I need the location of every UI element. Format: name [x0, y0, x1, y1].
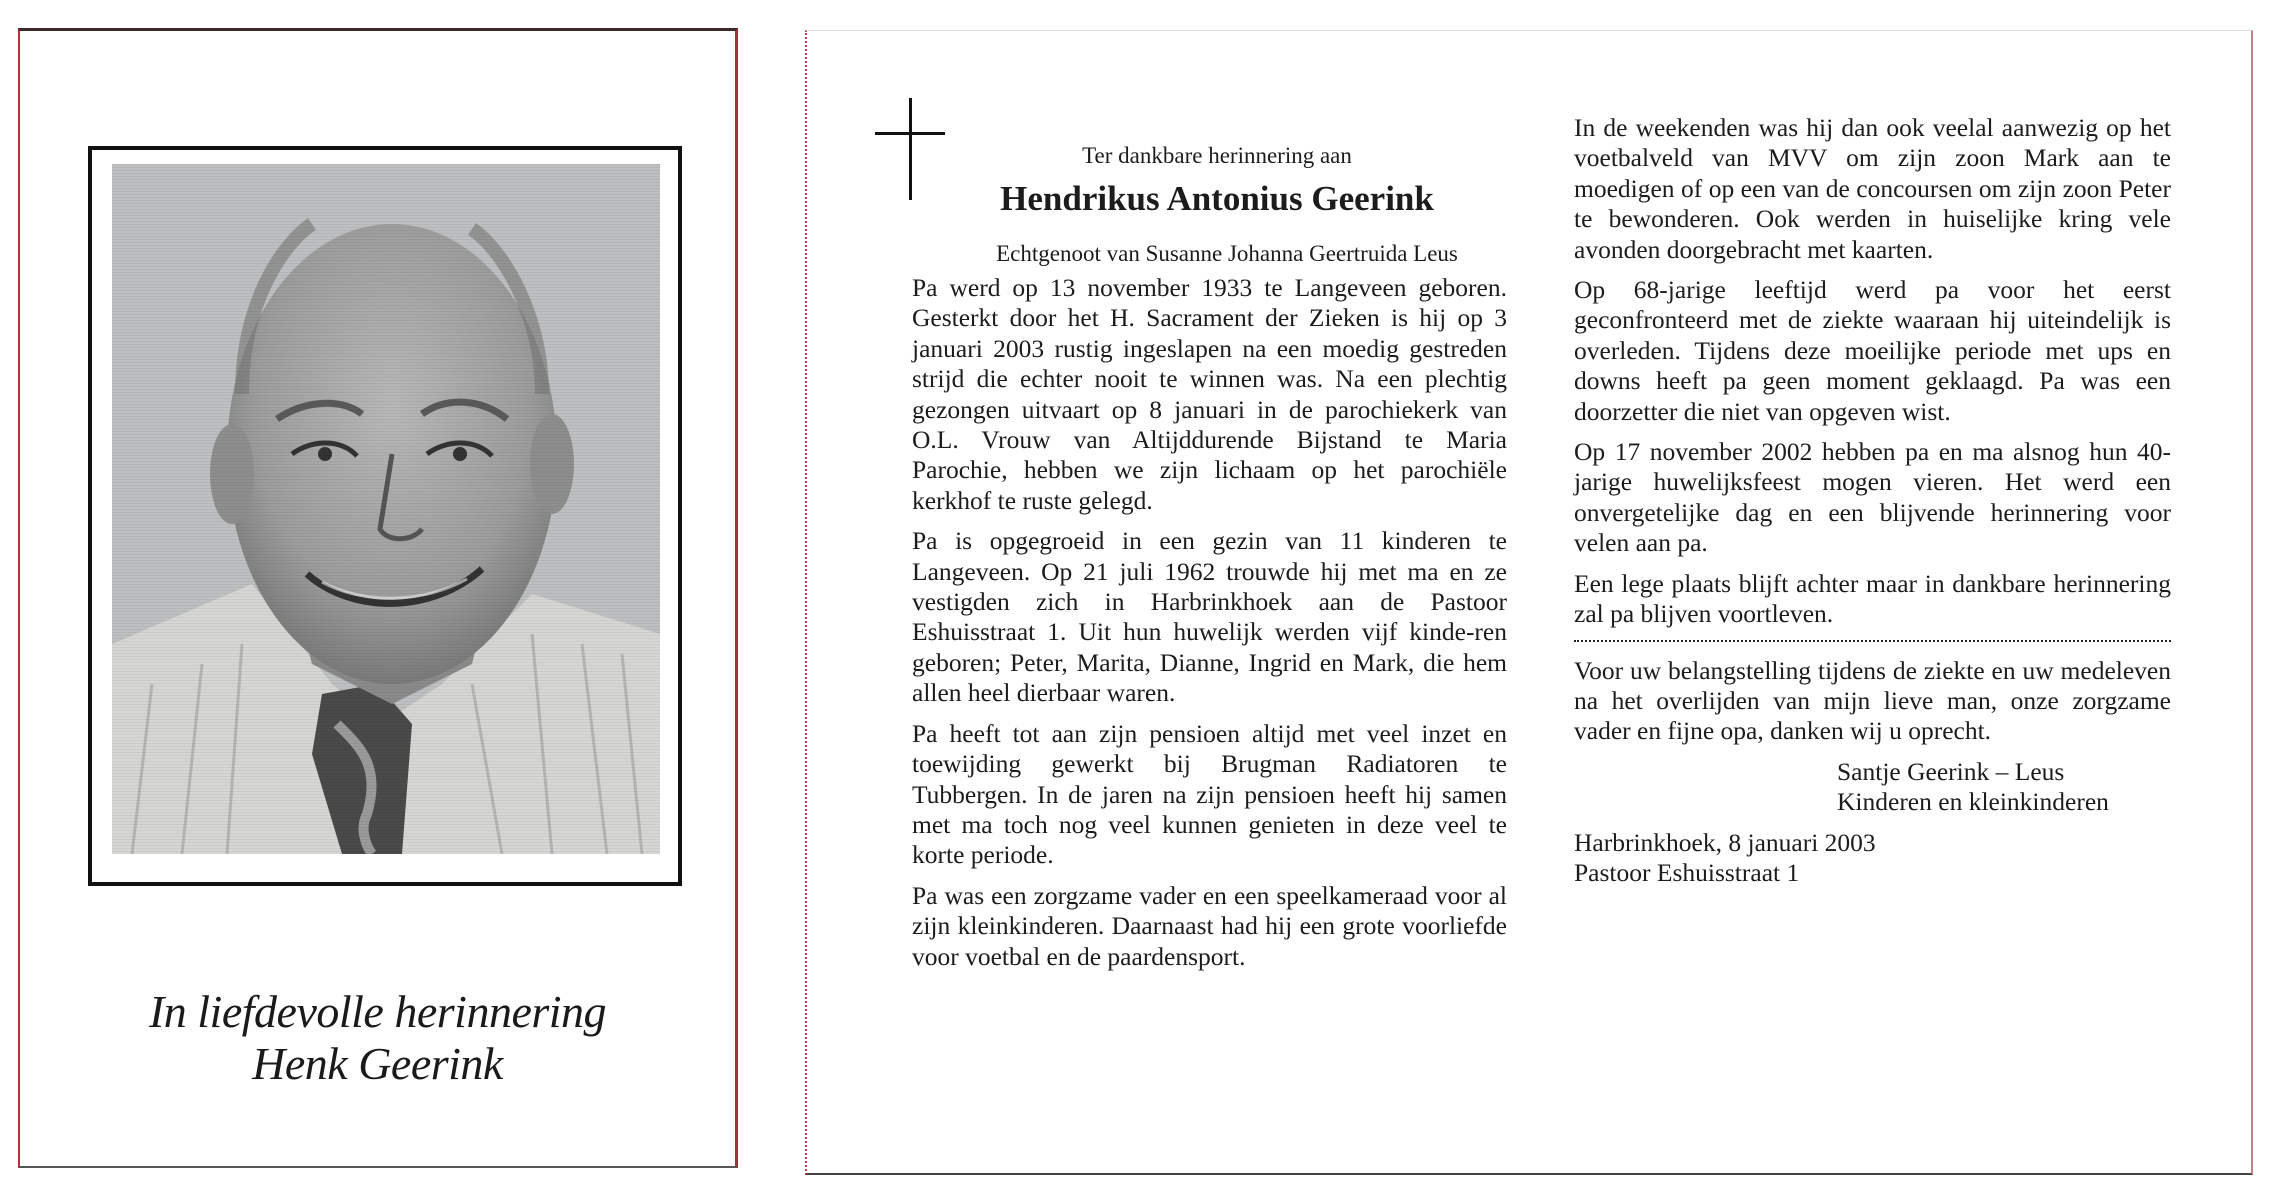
address: Pastoor Eshuisstraat 1 [1574, 857, 1800, 887]
caption-line-2: Henk Geerink [252, 1038, 503, 1089]
paragraph: In de weekenden was hij dan ook veelal aanwezig op het voetbalveld van MVV om zijn zoon Mark aan te moedigen of op een van de concoursen om zijn zoon Peter te bewonderen. Ook werden in huiselijke kring vele avonden doorgebracht met kaarten. [1574, 113, 2171, 264]
intro-line: Ter dankbare herinnering aan [1082, 143, 1352, 168]
photo-frame [88, 146, 682, 886]
portrait-photo [112, 164, 660, 854]
paragraph: Pa is opgegroeid in een gezin van 11 kinderen te Langeveen. Op 21 juli 1962 trouwde hij met ma en ze vestigden zich in Harbrinkhoek aan de Pastoor Eshuisstraat 1. Uit hun huwelijk werden vijf kinde-ren geboren; Peter, Marita, Dianne, Ingrid en Mark, die hem allen heel dierbaar waren. [912, 526, 1507, 708]
deceased-full-name: Hendrikus Antonius Geerink [1000, 179, 1434, 218]
spouse-line: Echtgenoot van Susanne Johanna Geertruida Leus [996, 241, 1458, 266]
place-and-address [1574, 828, 2171, 889]
caption-line-1: In liefdevolle herinnering [148, 986, 607, 1037]
paragraph: Pa heeft tot aan zijn pensioen altijd met veel inzet en toewijding gewerkt bij Brugman Radiatoren te Tubbergen. In de jaren na zijn pensioen heeft hij samen met ma toch nog veel kunnen genieten in deze veel te korte periode. [912, 718, 1507, 870]
memorial-card-inside [805, 30, 2253, 1175]
portrait-illustration [112, 164, 660, 854]
paragraph: Een lege plaats blijft achter maar in dankbare herinnering zal pa blijven voortleven. [1574, 568, 2171, 629]
paragraph: Op 17 november 2002 hebben pa en ma alsnog hun 40-jarige huwelijksfeest mogen vieren. Het werd een onvergetelijke dag en een blijvende herinnering voor velen aan pa. [1574, 437, 2171, 558]
place-date: Harbrinkhoek, 8 januari 2003 [1574, 827, 1876, 857]
text-column-right [1574, 113, 2171, 898]
paragraph: Pa werd op 13 november 1933 te Langeveen geboren. Gesterkt door het H. Sacrament der Zieken is hij op 3 januari 2003 rustig ingeslapen na een moedig gestreden strijd die echter nooit te winnen was. Na een plechtig gezongen uitvaart op 8 januari in de parochiekerk van O.L. Vrouw van Altijddurende Bijstand te Maria Parochie, hebben we zijn lichaam op het parochiële kerkhof te ruste gelegd. [912, 273, 1507, 515]
memorial-card-front [18, 28, 738, 1168]
signature [1574, 757, 2171, 818]
paragraph: Pa was een zorgzame vader en een speelkameraad voor al zijn kleinkinderen. Daarnaast had hij een grote voorliefde voor voetbal en de paardensport. [912, 880, 1507, 971]
dotted-divider [1574, 640, 2171, 642]
thanks-paragraph: Voor uw belangstelling tijdens de ziekte en uw medeleven na het overlijden van mijn lieve man, onze zorgzame vader en fijne opa, danken wij u oprecht. [1574, 655, 2171, 746]
paragraph: Op 68-jarige leeftijd werd pa voor het eerst geconfronteerd met de ziekte waaraan hij uiteindelijk is overleden. Tijdens deze moeilijke periode met ups en downs heeft pa geen moment geklaagd. Pa was een doorzetter die niet van opgeven wist. [1574, 275, 2171, 426]
signature-line-2: Kinderen en kleinkinderen [1837, 787, 2109, 817]
text-column-left [912, 273, 1507, 982]
card-caption [20, 986, 735, 1090]
signature-line-1: Santje Geerink – Leus [1837, 756, 2065, 786]
